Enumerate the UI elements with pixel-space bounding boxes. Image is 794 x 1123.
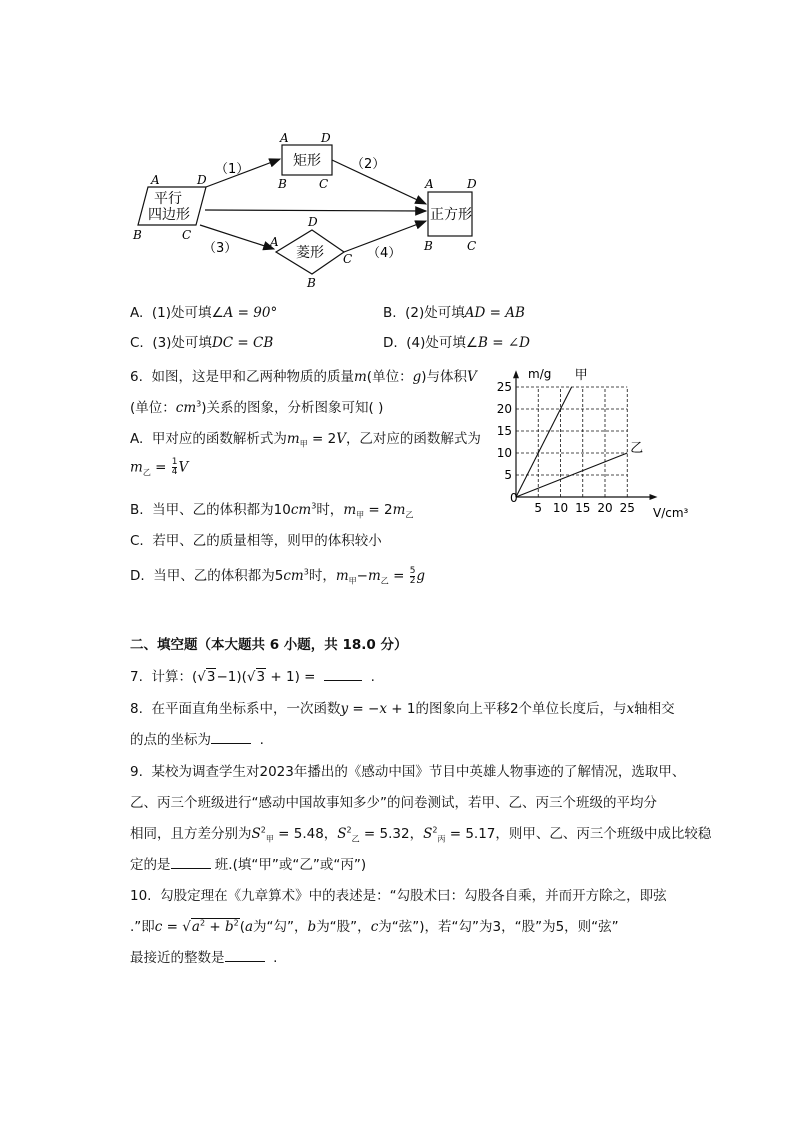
q6-stem-line1: 6. 如图，这是甲和乙两种物质的质量m(单位：g)与体积V: [130, 369, 477, 385]
q6-option-a-line2: $m_乙$ = $\frac{1}{4}$ V: [130, 457, 189, 478]
q5-option-d[interactable]: D. (4)处可填∠B = ∠D: [383, 335, 530, 351]
sq-vertex-D: D: [467, 177, 477, 191]
q9-line2: 乙、丙三个班级进行“感动中国故事知多少”的问卷测试，若甲、乙、丙三个班级的平均分: [130, 795, 657, 811]
q9-answer-blank[interactable]: [171, 856, 211, 869]
q7-answer-blank[interactable]: [324, 668, 362, 681]
q10-line1: 10. 勾股定理在《九章算术》中的表述是：“勾股术曰：勾股各自乘，并而开方除之，即弦: [130, 888, 667, 904]
edge-label-2: （2）: [351, 157, 386, 172]
sq-vertex-B: B: [424, 239, 433, 253]
q8-answer-blank[interactable]: [211, 731, 251, 744]
q5-option-a[interactable]: A. (1)处可填∠A = 90°: [130, 305, 278, 321]
rhombus-label: 菱形: [296, 245, 324, 261]
chart-axes: [513, 370, 658, 500]
series-line-0: [516, 387, 572, 497]
q8-line1: 8. 在平面直角坐标系中，一次函数y = −x + 1的图象向上平移2个单位长度后，与x轴相交: [130, 701, 675, 717]
y-tick-20: 20: [496, 402, 512, 416]
rh-vertex-B: B: [307, 276, 316, 290]
q9-line1: 9. 某校为调查学生对2023年播出的《感动中国》节目中英雄人物事迹的了解情况，选取甲、: [130, 764, 686, 780]
q6-option-c[interactable]: C. 若甲、乙的质量相等，则甲的体积较小: [130, 533, 382, 549]
rh-vertex-C: C: [343, 252, 353, 266]
vertex-D: D: [197, 173, 207, 187]
arrow-main: [205, 210, 426, 211]
sq-vertex-A: A: [425, 177, 434, 191]
series-label-0: 甲: [574, 368, 588, 383]
vertex-A: A: [151, 173, 160, 187]
parallelogram-label-2: 四边形: [148, 207, 190, 223]
square-label: 正方形: [430, 207, 472, 223]
series-label-1: 乙: [630, 441, 644, 456]
y-tick-10: 10: [496, 446, 512, 460]
section-2-title: 二、填空题（本大题共 6 小题，共 18.0 分）: [130, 637, 408, 653]
rect-vertex-A: A: [280, 131, 289, 145]
q6-option-b[interactable]: B. 当甲、乙的体积都为$10cm^3$时，$m_甲 = 2m_乙$: [130, 501, 414, 520]
edge-label-4: （4）: [367, 246, 402, 261]
rectangle-label: 矩形: [293, 153, 321, 169]
parallelogram-label-1: 平行: [154, 191, 182, 207]
x-tick-25: 25: [619, 501, 635, 515]
q6-option-d[interactable]: D. 当甲、乙的体积都为$5cm^3$时，$m_甲-m_乙$ = $\frac{5}{2}$ g: [130, 565, 426, 586]
x-tick-10: 10: [552, 501, 569, 515]
y-tick-5: 5: [504, 468, 512, 482]
q10-line2: .”即$c = √a^2 + b^2(a$为“勾”，b为“股”，c为“弦”)，若“勾”为3，“股”为5，则“弦”: [130, 918, 619, 935]
q9-line4: 定的是 班.(填“甲”或“乙”或“丙”): [130, 857, 367, 873]
y-tick-25: 25: [496, 380, 512, 394]
x-axis-arrow: [650, 494, 658, 500]
vertex-C: C: [182, 228, 192, 242]
q10-answer-blank[interactable]: [225, 949, 265, 962]
x-tick-5: 5: [534, 501, 543, 515]
chart-origin-label: 0: [510, 491, 518, 505]
q6-stem-line2: (单位：$cm^3$)关系的图象，分析图象可知( ): [130, 399, 384, 416]
rect-vertex-B: B: [278, 177, 287, 191]
q8-line2: 的点的坐标为 .: [130, 732, 264, 748]
rh-vertex-D: D: [308, 215, 318, 229]
q5-option-c[interactable]: C. (3)处可填DC = CB: [130, 335, 274, 351]
chart-xlabel: V/cm³: [653, 506, 689, 520]
x-tick-20: 20: [597, 501, 613, 515]
quadrilateral-relation-diagram: [120, 125, 490, 295]
mass-volume-chart: [490, 362, 700, 522]
q5-option-b[interactable]: B. (2)处可填AD = AB: [383, 305, 525, 321]
chart-grid: [516, 387, 627, 497]
vertex-B: B: [133, 228, 142, 242]
q6-option-a-line1[interactable]: A. 甲对应的函数解析式为$m_甲 = 2V$，乙对应的函数解式为: [130, 431, 481, 449]
chart-ylabel: m/g: [528, 367, 552, 381]
sq-vertex-C: C: [467, 239, 477, 253]
q7: 7. 计算：(√3−1)(√3 + 1) = .: [130, 669, 375, 685]
rh-vertex-A: A: [270, 235, 279, 249]
y-tick-15: 15: [496, 424, 512, 438]
y-axis-arrow: [513, 370, 519, 378]
chart-series: [516, 368, 643, 497]
q9-line3: 相同，且方差分别为$S^2_甲 = 5.48$，$S^2_乙 = 5.32$，$S^2_丙 = 5.17$，则甲、乙、丙三个班级中成比较稳: [130, 825, 712, 844]
rect-vertex-C: C: [319, 177, 329, 191]
x-tick-15: 15: [575, 501, 591, 515]
q10-line3: 最接近的整数是 .: [130, 950, 278, 966]
rect-vertex-D: D: [321, 131, 331, 145]
edge-label-1: （1）: [215, 162, 250, 177]
edge-label-3: （3）: [203, 241, 238, 256]
